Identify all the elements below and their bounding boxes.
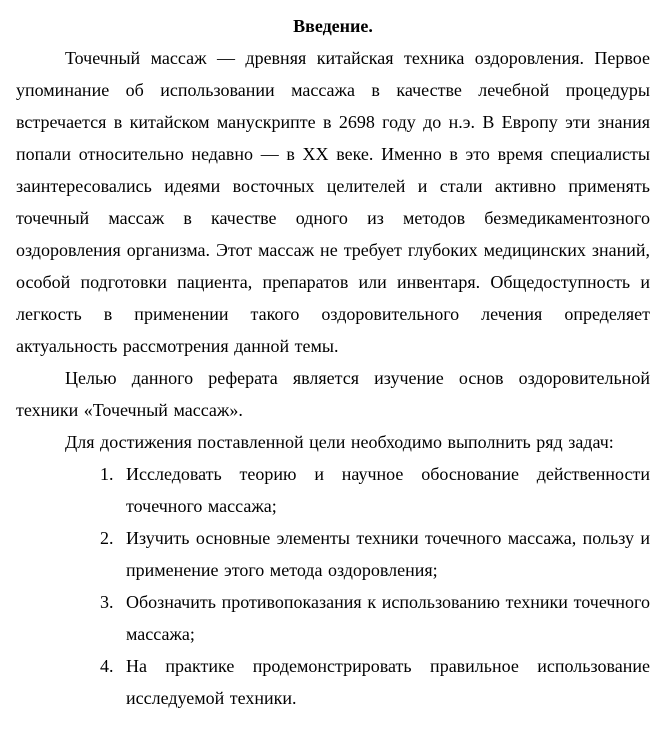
list-item-text: Обозначить противопоказания к использованию техники точечного массажа; bbox=[126, 592, 650, 644]
list-item bbox=[100, 522, 650, 586]
list-item-text: На практике продемонстрировать правильное использование исследуемой техники. bbox=[126, 656, 650, 708]
list-item bbox=[100, 586, 650, 650]
list-item-number: 3. bbox=[100, 592, 114, 612]
goal-paragraph: Целью данного реферата является изучение основ оздоровительной техники «Точечный массаж». bbox=[16, 368, 650, 420]
tasks-intro-paragraph: Для достижения поставленной цели необходимо выполнить ряд задач: bbox=[65, 432, 614, 452]
list-item-number: 4. bbox=[100, 656, 114, 676]
list-item-number: 1. bbox=[100, 464, 114, 484]
list-item-number: 2. bbox=[100, 528, 114, 548]
list-item bbox=[100, 458, 650, 522]
intro-paragraph: Точечный массаж — древняя китайская техника оздоровления. Первое упоминание об использовании массажа в качестве лечебной процедуры встречается в китайском манускрипте в 2698 году до н.э. В Европу эти знания попали относительно недавно — в XX веке. Именно в это время специалисты заинтересовались идеями восточных целителей и стали активно применять точечный массаж в качестве одного из методов безмедикаментозного оздоровления организма. Этот массаж не требует глубоких медицинских знаний, особой подготовки пациента, препаратов или инвентаря. Общедоступность и легкость в применении такого оздоровительного лечения определяет актуальность рассмотрения данной темы. bbox=[16, 48, 650, 356]
list-item bbox=[100, 650, 650, 714]
list-item-text: Исследовать теорию и научное обоснование действенности точечного массажа; bbox=[126, 464, 650, 516]
list-item-text: Изучить основные элементы техники точечного массажа, пользу и применение этого метода оздоровления; bbox=[126, 528, 650, 580]
page-title: Введение. bbox=[293, 16, 373, 36]
task-list bbox=[16, 458, 650, 714]
